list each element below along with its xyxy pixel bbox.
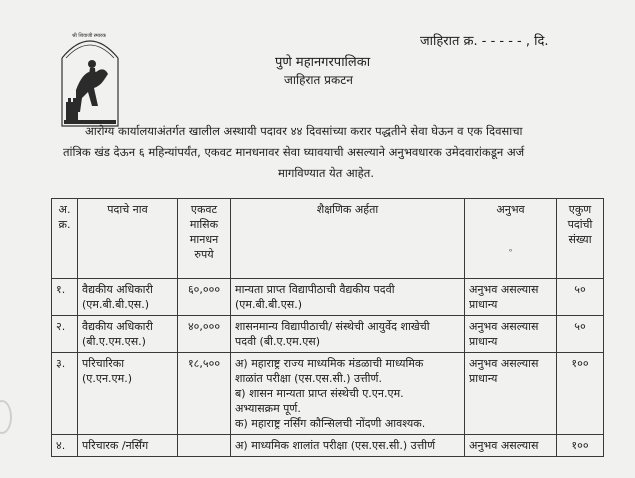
header-serial: अ. क्र. bbox=[52, 199, 78, 279]
table-row bbox=[52, 435, 604, 457]
table-row bbox=[52, 316, 604, 353]
header-mark: ॰ bbox=[508, 247, 513, 257]
posts-table bbox=[51, 198, 604, 457]
pmc-emblem-logo bbox=[54, 28, 126, 130]
cell-qualification: अ) महाराष्ट्र राज्य माध्यमिक मंडळाची माध्यमिक शाळांत परीक्षा (एस.एस.सी.) उत्तीर्ण. ब) शासन मान्यता प्राप्त संस्थेची ए.एन.एम. अभ्यासक्रम पूर्ण. क) महाराष्ट्र नर्सिंग कौन्सिलची नोंदणी आवश्यक. bbox=[231, 353, 465, 435]
cell-pay: १८,५०० bbox=[178, 353, 231, 435]
table-header-row bbox=[52, 199, 604, 279]
cell-serial: ३. bbox=[52, 353, 78, 435]
cell-serial: २. bbox=[52, 316, 78, 353]
cell-post: परिचारिका (ए.एन.एम.) bbox=[78, 353, 178, 435]
logo-arch-text: श्री शिवाजी स्मारक bbox=[72, 33, 106, 39]
cell-experience: अनुभव असल्यास प्राधान्य bbox=[465, 279, 557, 316]
header-total-posts: एकुण पदांची संख्या bbox=[557, 199, 604, 279]
cell-qualification: शासनमान्य विद्यापीठाची/ संस्थेची आयुर्वेद शाखेची पदवी (बी.ए.एम.एस) bbox=[231, 316, 465, 353]
cell-qualification: मान्यता प्राप्त विद्यापीठाची वैद्यकीय पदवी (एम.बी.बी.एस.) bbox=[231, 279, 465, 316]
cell-serial: १. bbox=[52, 279, 78, 316]
intro-line-3: मागविण्यात येत आहेत. bbox=[278, 166, 374, 180]
cell-total: १०० bbox=[557, 353, 604, 435]
cell-post: वैद्यकीय अधिकारी (बी.ए.एम.एस.) bbox=[78, 316, 178, 353]
intro-line-1: आरोग्य कार्यालयाअंतर्गत खालील अस्थायी पदावर ४४ दिवसांच्या करार पद्धतीने सेवा घेऊन व एक दिवसाचा bbox=[85, 124, 523, 138]
document-subtitle: जाहिरात प्रकटन bbox=[284, 73, 353, 87]
cell-pay: ४०,००० bbox=[178, 316, 231, 353]
cell-experience: अनुभव असल्यास प्राधान्य bbox=[465, 316, 557, 353]
cell-pay: ६०,००० bbox=[178, 279, 231, 316]
header-experience: अनुभव ॰ bbox=[465, 199, 557, 279]
cell-total: ५० bbox=[557, 316, 604, 353]
header-post-name: पदाचे नाव bbox=[78, 199, 178, 279]
organization-name: पुणे महानगरपालिका bbox=[275, 55, 371, 70]
cell-serial: ४. bbox=[52, 435, 78, 457]
table-row bbox=[52, 353, 604, 435]
cell-total: १०० bbox=[557, 435, 604, 457]
header-monthly-pay: एकवट मासिक मानधन रुपये bbox=[178, 199, 231, 279]
cell-post: वैद्यकीय अधिकारी (एम.बी.बी.एस.) bbox=[78, 279, 178, 316]
advertisement-number: जाहिरात क्र. - - - - - , दि. bbox=[420, 34, 549, 49]
cell-pay bbox=[178, 435, 231, 457]
cell-post: परिचारक /नर्सिंग bbox=[78, 435, 178, 457]
cell-experience: अनुभव असल्यास bbox=[465, 435, 557, 457]
cell-total: ५० bbox=[557, 279, 604, 316]
cell-qualification: अ) माध्यमिक शालांत परीक्षा (एस.एस.सी.) उत्तीर्ण bbox=[231, 435, 465, 457]
cell-experience: अनुभव असल्यास प्राधान्य bbox=[465, 353, 557, 435]
binder-ring-mark bbox=[0, 400, 12, 434]
intro-line-2: तांत्रिक खंड देऊन ६ महिन्यांपर्यंत, एकवट मानधनावर सेवा घ्यावयाची असल्याने अनुभवधारक उमेदवारांकडून अर्ज bbox=[63, 145, 525, 159]
header-qualification: शैक्षणिक अर्हता bbox=[231, 199, 465, 279]
table-row bbox=[52, 279, 604, 316]
